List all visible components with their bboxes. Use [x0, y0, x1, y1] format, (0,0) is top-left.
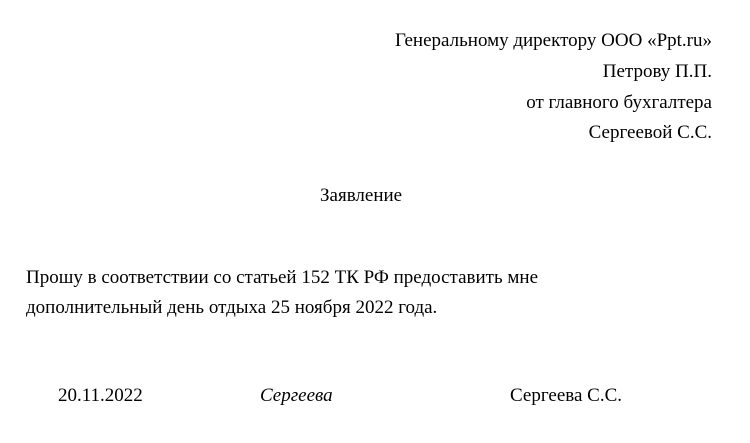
handwritten-signature: Сергеева: [260, 385, 333, 406]
addressee-line-4: Сергеевой С.С.: [588, 122, 712, 144]
document-title: Заявление: [320, 185, 403, 207]
addressee-block: [20, 26, 730, 149]
signature-date: 20.11.2022: [58, 385, 143, 406]
addressee-line-2: Петрову П.П.: [602, 60, 712, 82]
signature-row: [20, 385, 730, 407]
document-body: [20, 263, 730, 323]
addressee-line-3: от главного бухгалтера: [526, 91, 712, 113]
body-line-1: Прошу в соответствии со статьей 152 ТК РФ предоставить мне: [26, 267, 538, 289]
addressee-line-1: Генеральному директору ООО «Ppt.ru»: [394, 30, 712, 51]
signature-name: Сергеева С.С.: [510, 385, 622, 406]
body-line-2: дополнительный день отдыха 25 ноября 2022 года.: [26, 297, 438, 319]
